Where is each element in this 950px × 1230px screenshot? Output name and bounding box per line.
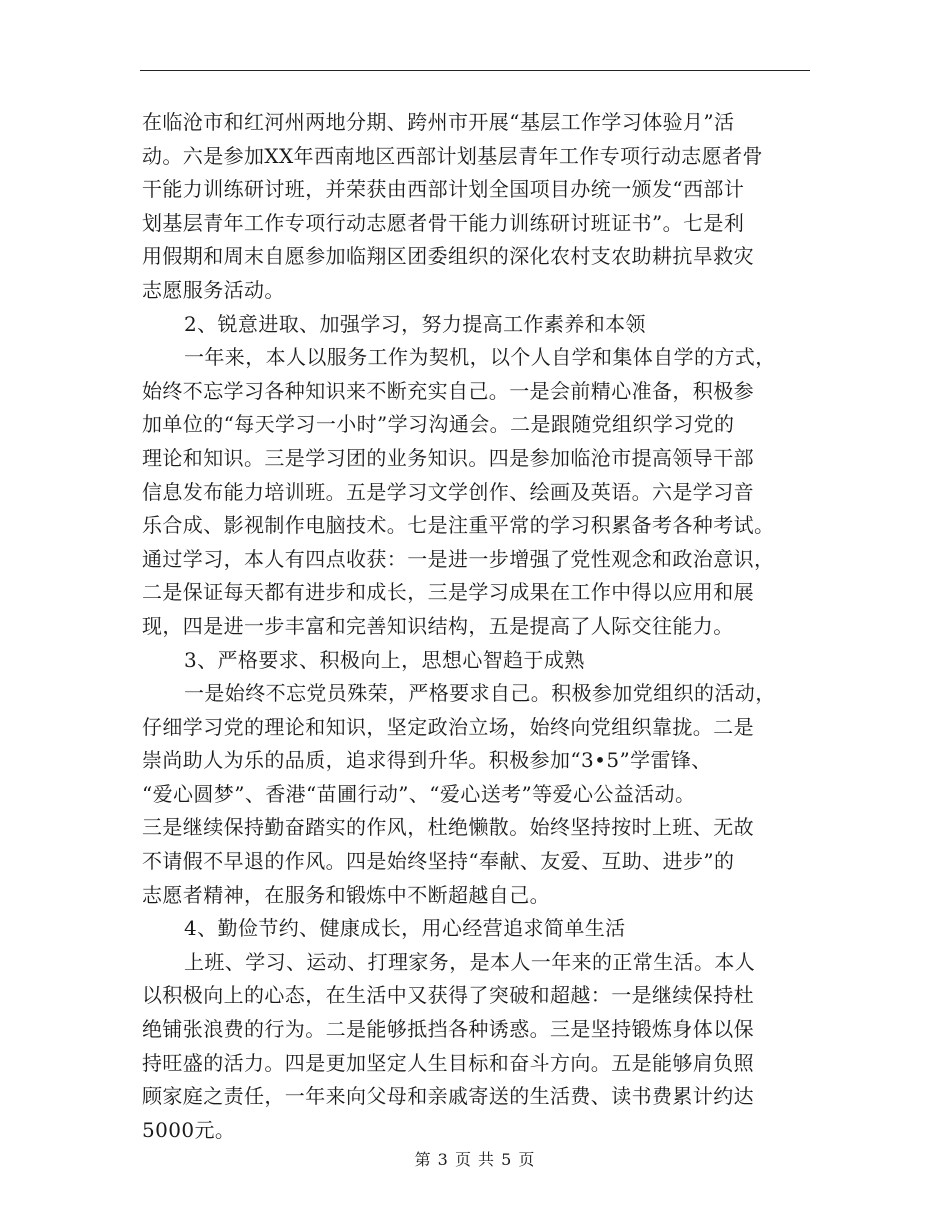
page-number-footer: 第 3 页 共 5 页: [414, 1150, 536, 1169]
paragraph-first-line: 上班、学习、运动、打理家务，是本人一年来的正常生活。本人: [184, 949, 756, 974]
text-line: 志愿者精神，在服务和锻炼中不断超越自己。: [142, 882, 550, 907]
section-heading: 2、锐意进取、加强学习，努力提高工作素养和本领: [184, 311, 646, 336]
section-heading: 4、勤俭节约、健康成长，用心经营追求简单生活: [184, 916, 626, 941]
text-line: 顾家庭之责任，一年来向父母和亲戚寄送的生活费、读书费累计约达: [142, 1084, 754, 1109]
body-text: [142, 106, 810, 1147]
text-line: 5000元。: [142, 1117, 236, 1142]
text-line: 动。六是参加XX年西南地区西部计划基层青年工作专项行动志愿者骨: [142, 143, 763, 168]
text-line: 不请假不早退的作风。四是始终坚持“奉献、友爱、互助、进步”的: [142, 849, 735, 874]
text-line: 现，四是进一步丰富和完善知识结构，五是提高了人际交往能力。: [142, 613, 734, 638]
text-line: 干能力训练研讨班，并荣获由西部计划全国项目办统一颁发“西部计: [142, 177, 745, 202]
section-heading: 3、严格要求、积极向上，思想心智趋于成熟: [184, 647, 585, 672]
text-line: 始终不忘学习各种知识来不断充实自己。一是会前精心准备，积极参: [142, 378, 754, 403]
text-line: 以积极向上的心态，在生活中又获得了突破和超越：一是继续保持杜: [142, 983, 754, 1008]
text-line: 仔细学习党的理论和知识，坚定政治立场，始终向党组织靠拢。二是: [142, 714, 754, 739]
text-line: 信息发布能力培训班。五是学习文学创作、绘画及英语。六是学习音: [142, 479, 754, 504]
header-rule: [140, 70, 810, 71]
paragraph-first-line: 一是始终不忘党员殊荣，严格要求自己。积极参加党组织的活动，: [184, 681, 776, 706]
paragraph-first-line: 一年来，本人以服务工作为契机，以个人自学和集体自学的方式，: [184, 345, 776, 370]
text-line: 用假期和周末自愿参加临翔区团委组织的深化农村支农助耕抗旱救灾: [142, 244, 754, 269]
text-line: 理论和知识。三是学习团的业务知识。四是参加临沧市提高领导干部: [142, 445, 754, 470]
text-line: 划基层青年工作专项行动志愿者骨干能力训练研讨班证书”。七是利: [142, 210, 745, 235]
text-line: 二是保证每天都有进步和成长，三是学习成果在工作中得以应用和展: [142, 580, 754, 605]
text-line: 三是继续保持勤奋踏实的作风，杜绝懒散。始终坚持按时上班、无故: [142, 815, 754, 840]
text-line: 加单位的“每天学习一小时”学习沟通会。二是跟随党组织学习党的: [142, 412, 735, 437]
text-line: 持旺盛的活力。四是更加坚定人生目标和奋斗方向。五是能够肩负照: [142, 1050, 754, 1075]
text-line: 乐合成、影视制作电脑技术。七是注重平常的学习积累备考各种考试。: [142, 513, 775, 538]
text-line: 崇尚助人为乐的品质，追求得到升华。积极参加“3•5”学雷锋、: [142, 748, 712, 773]
text-line: 志愿服务活动。: [142, 277, 285, 302]
text-line: 绝铺张浪费的行为。二是能够抵挡各种诱惑。三是坚持锻炼身体以保: [142, 1017, 754, 1042]
text-line: 在临沧市和红河州两地分期、跨州市开展“基层工作学习体验月”活: [142, 110, 735, 134]
text-line: 通过学习，本人有四点收获：一是进一步增强了党性观念和政治意识，: [142, 546, 775, 571]
text-line: “爱心圆梦”、香港“苗圃行动”、“爱心送考”等爱心公益活动。: [142, 781, 696, 806]
